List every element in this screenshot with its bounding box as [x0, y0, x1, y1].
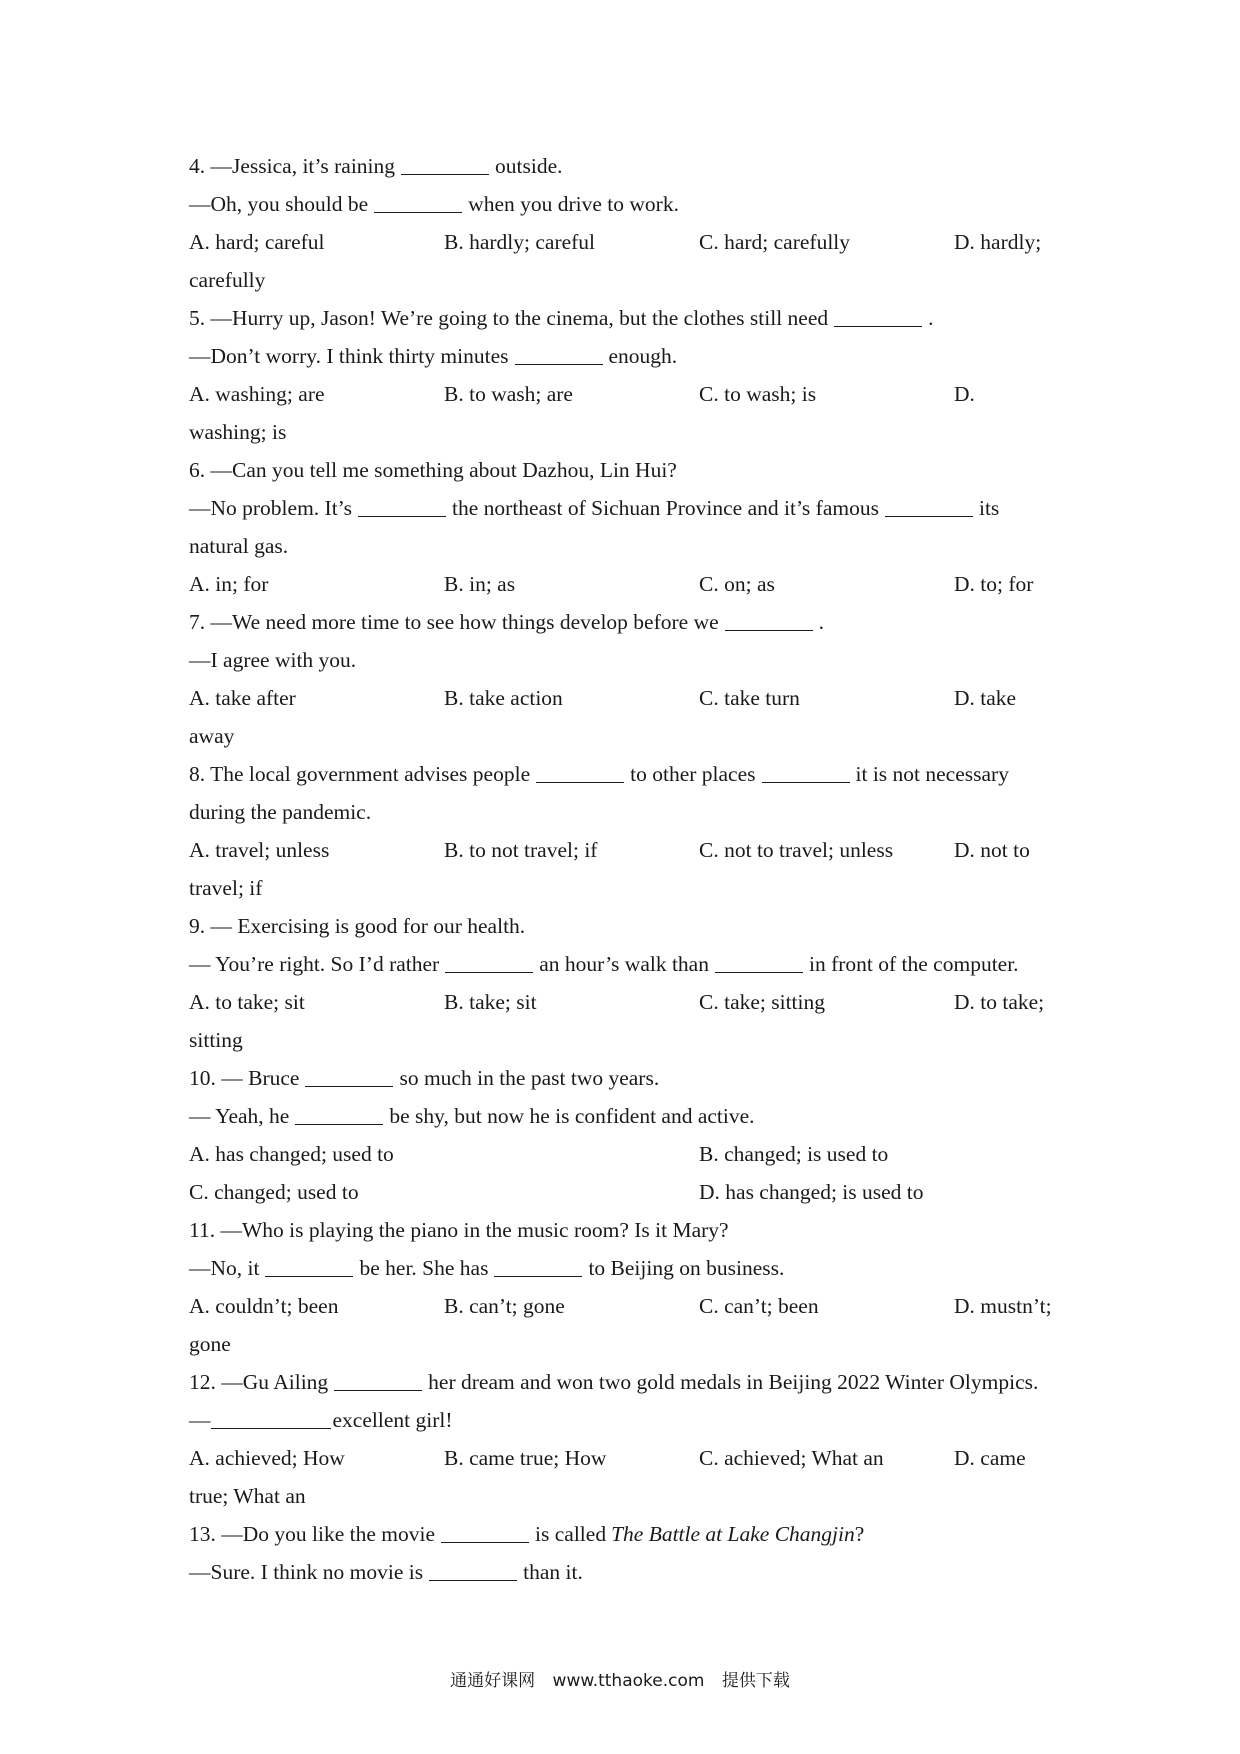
text-segment: to other places — [630, 762, 756, 786]
option-b[interactable]: B. take action — [444, 686, 563, 710]
text-segment: during the pandemic. — [189, 800, 372, 824]
option-c[interactable]: C. to wash; is — [699, 382, 817, 406]
option-c[interactable]: C. not to travel; unless — [699, 838, 894, 862]
answer-blank[interactable] — [334, 1389, 422, 1391]
answer-blank[interactable] — [715, 971, 803, 973]
text-segment: in front of the computer. — [808, 952, 1019, 976]
text-segment: 12. —Gu Ailing — [189, 1370, 329, 1394]
question-stem-line — [189, 641, 1059, 679]
question-stem-line — [189, 1211, 1059, 1249]
text-segment: 4. —Jessica, it’s raining — [189, 154, 396, 178]
option-continuation: carefully — [189, 268, 266, 292]
question-stem-line — [189, 489, 1059, 527]
text-segment: than it. — [523, 1560, 583, 1584]
option-c[interactable]: C. take turn — [699, 686, 800, 710]
text-segment: when you drive to work. — [468, 192, 679, 216]
question-item — [189, 147, 1059, 299]
options-row — [189, 831, 1059, 869]
text-segment: — You’re right. So I’d rather — [189, 952, 440, 976]
option-c[interactable]: C. hard; carefully — [699, 230, 851, 254]
question-stem-line — [189, 337, 1059, 375]
movie-title: The Battle at Lake Changjin — [611, 1522, 855, 1546]
answer-blank[interactable] — [536, 781, 624, 783]
option-continuation: true; What an — [189, 1484, 306, 1508]
option-d[interactable]: D. mustn’t; — [954, 1294, 1052, 1318]
options-row — [189, 679, 1059, 717]
options-row — [189, 375, 1059, 413]
option-c[interactable]: C. can’t; been — [699, 1294, 819, 1318]
text-segment: 9. — Exercising is good for our health. — [189, 914, 526, 938]
option-continuation: gone — [189, 1332, 231, 1356]
option-c[interactable]: C. achieved; What an — [699, 1446, 884, 1470]
text-segment: natural gas. — [189, 534, 289, 558]
option-d[interactable]: D. came — [954, 1446, 1026, 1470]
option-a[interactable]: A. take after — [189, 686, 296, 710]
text-segment: so much in the past two years. — [399, 1066, 660, 1090]
text-segment: —Sure. I think no movie is — [189, 1560, 424, 1584]
text-segment: . — [928, 306, 934, 330]
option-b[interactable]: B. take; sit — [444, 990, 537, 1014]
text-segment: 10. — Bruce — [189, 1066, 300, 1090]
option-b[interactable]: B. to not travel; if — [444, 838, 598, 862]
text-segment: —No, it — [189, 1256, 260, 1280]
options-row — [189, 1173, 1059, 1211]
question-stem-line — [189, 185, 1059, 223]
answer-blank[interactable] — [401, 173, 489, 175]
option-d[interactable]: D. to take; — [954, 990, 1045, 1014]
text-segment: —I agree with you. — [189, 648, 357, 672]
question-item — [189, 1363, 1059, 1515]
text-segment: is called — [535, 1522, 607, 1546]
question-stem-line — [189, 793, 1059, 831]
answer-blank[interactable] — [494, 1275, 582, 1277]
option-a[interactable]: A. couldn’t; been — [189, 1294, 339, 1318]
option-c[interactable]: C. take; sitting — [699, 990, 826, 1014]
text-segment: the northeast of Sichuan Province and it’s famous — [452, 496, 879, 520]
question-list — [189, 147, 1059, 1591]
text-segment: —Don’t worry. I think thirty minutes — [189, 344, 509, 368]
options-row — [189, 1439, 1059, 1477]
question-stem-line — [189, 147, 1059, 185]
option-continuation: travel; if — [189, 876, 263, 900]
answer-blank[interactable] — [358, 515, 446, 517]
answer-blank[interactable] — [265, 1275, 353, 1277]
text-segment: —Oh, you should be — [189, 192, 369, 216]
question-item — [189, 603, 1059, 755]
answer-blank[interactable] — [441, 1541, 529, 1543]
option-b[interactable]: B. came true; How — [444, 1446, 607, 1470]
options-row — [189, 1135, 1059, 1173]
answer-blank[interactable] — [211, 1427, 331, 1429]
option-b[interactable]: B. can’t; gone — [444, 1294, 565, 1318]
text-segment: 13. —Do you like the movie — [189, 1522, 436, 1546]
answer-blank[interactable] — [374, 211, 462, 213]
option-a[interactable]: A. washing; are — [189, 382, 325, 406]
question-stem-line — [189, 1515, 1059, 1553]
question-item — [189, 1059, 1059, 1211]
question-stem-line — [189, 755, 1059, 793]
text-segment: be her. She has — [359, 1256, 489, 1280]
text-segment: 6. —Can you tell me something about Dazhou, Lin Hui? — [189, 458, 677, 482]
option-a[interactable]: A. to take; sit — [189, 990, 305, 1014]
page-footer — [0, 1666, 1240, 1691]
options-row — [189, 223, 1059, 261]
option-c[interactable]: C. on; as — [699, 572, 775, 596]
option-continuation: washing; is — [189, 420, 287, 444]
text-segment: 5. —Hurry up, Jason! We’re going to the cinema, but the clothes still need — [189, 306, 829, 330]
text-segment: —No problem. It’s — [189, 496, 353, 520]
question-item — [189, 755, 1059, 907]
question-stem-line — [189, 1249, 1059, 1287]
option-b[interactable]: B. in; as — [444, 572, 516, 596]
text-segment: its — [978, 496, 1000, 520]
option-b[interactable]: B. hardly; careful — [444, 230, 596, 254]
text-segment: — — [189, 1408, 211, 1432]
question-stem-line — [189, 1363, 1059, 1401]
answer-blank[interactable] — [429, 1579, 517, 1581]
question-item — [189, 299, 1059, 451]
answer-blank[interactable] — [885, 515, 973, 517]
text-segment: to Beijing on business. — [588, 1256, 785, 1280]
question-item — [189, 451, 1059, 603]
question-stem-line — [189, 1401, 1059, 1439]
answer-blank[interactable] — [305, 1085, 393, 1087]
option-continuation: sitting — [189, 1028, 243, 1052]
question-stem-line — [189, 907, 1059, 945]
footer-url[interactable]: www.tthaoke.com — [552, 1671, 705, 1691]
option-d[interactable]: D. take — [954, 686, 1017, 710]
options-row — [189, 565, 1059, 603]
text-segment: an hour’s walk than — [539, 952, 709, 976]
question-stem-line — [189, 299, 1059, 337]
footer-site-name: 通通好课网 — [450, 1671, 536, 1691]
question-stem-line — [189, 1097, 1059, 1135]
option-a[interactable]: A. hard; careful — [189, 230, 325, 254]
option-b[interactable]: B. changed; is used to — [699, 1142, 889, 1166]
option-d[interactable]: D. not to — [954, 838, 1030, 862]
option-a[interactable]: A. in; for — [189, 572, 269, 596]
text-segment: it is not necessary — [855, 762, 1009, 786]
answer-blank[interactable] — [515, 363, 603, 365]
option-a[interactable]: A. achieved; How — [189, 1446, 345, 1470]
option-c[interactable]: C. changed; used to — [189, 1180, 359, 1204]
footer-note: 提供下载 — [721, 1671, 790, 1691]
option-b[interactable]: B. to wash; are — [444, 382, 573, 406]
option-d[interactable]: D. to; for — [954, 572, 1034, 596]
answer-blank[interactable] — [445, 971, 533, 973]
text-segment: outside. — [495, 154, 563, 178]
question-stem-line — [189, 1553, 1059, 1591]
answer-blank[interactable] — [762, 781, 850, 783]
text-segment: excellent girl! — [332, 1408, 453, 1432]
text-segment: ? — [854, 1522, 865, 1546]
question-item — [189, 1515, 1059, 1591]
text-segment: 11. —Who is playing the piano in the music room? Is it Mary? — [189, 1218, 729, 1242]
question-stem-line — [189, 1059, 1059, 1097]
option-d[interactable]: D. — [954, 382, 975, 406]
text-segment: — Yeah, he — [189, 1104, 290, 1128]
text-segment: 8. The local government advises people — [189, 762, 531, 786]
text-segment: enough. — [608, 344, 678, 368]
answer-blank[interactable] — [725, 629, 813, 631]
answer-blank[interactable] — [834, 325, 922, 327]
question-stem-line — [189, 451, 1059, 489]
text-segment: . — [818, 610, 825, 634]
options-row — [189, 983, 1059, 1021]
question-stem-line — [189, 603, 1059, 641]
options-row — [189, 1287, 1059, 1325]
option-continuation: away — [189, 724, 235, 748]
question-stem-line — [189, 945, 1059, 983]
question-stem-line — [189, 527, 1059, 565]
option-a[interactable]: A. travel; unless — [189, 838, 330, 862]
text-segment: 7. —We need more time to see how things develop before we — [189, 610, 719, 634]
answer-blank[interactable] — [295, 1123, 383, 1125]
question-item — [189, 907, 1059, 1059]
option-a[interactable]: A. has changed; used to — [189, 1142, 394, 1166]
option-d[interactable]: D. has changed; is used to — [699, 1180, 924, 1204]
text-segment: her dream and won two gold medals in Beijing 2022 Winter Olympics. — [428, 1370, 1039, 1394]
text-segment: be shy, but now he is confident and active. — [389, 1104, 755, 1128]
option-d[interactable]: D. hardly; — [954, 230, 1042, 254]
question-item — [189, 1211, 1059, 1363]
